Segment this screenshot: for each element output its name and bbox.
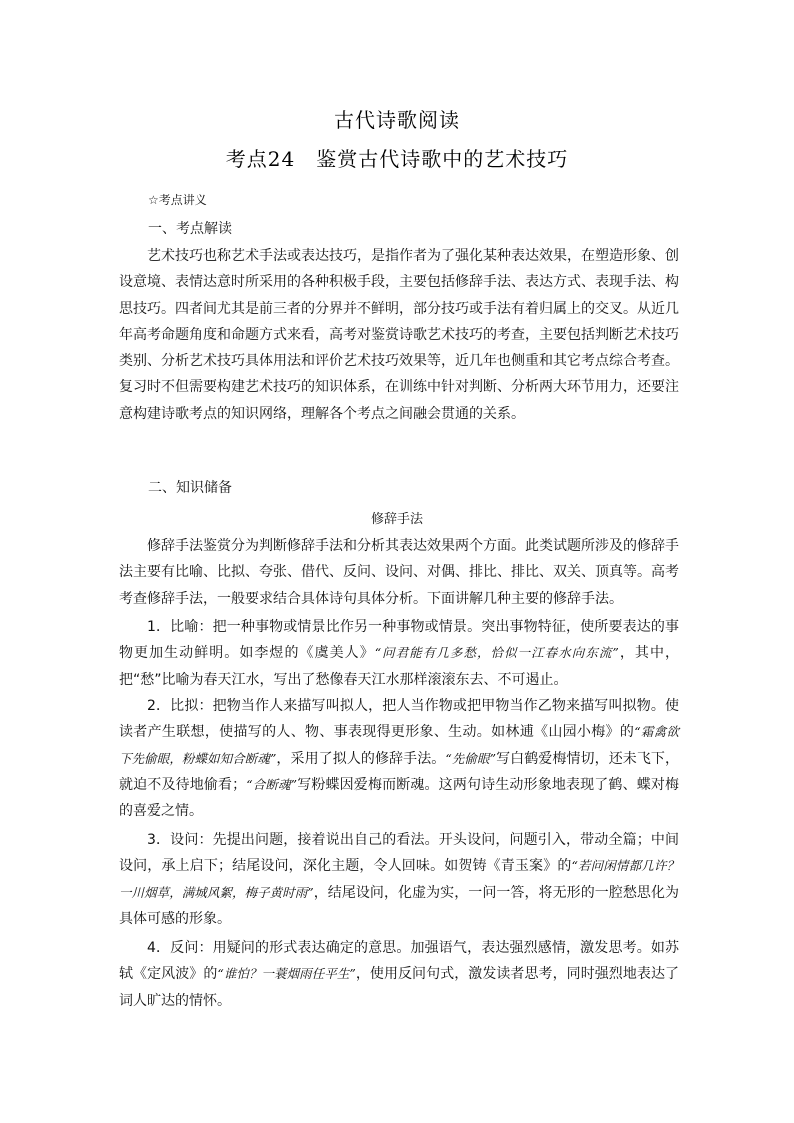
heading-kaodian-jiedu: 一、考点解读 bbox=[148, 221, 232, 237]
document-subtitle: 考点24 鉴赏古代诗歌中的艺术技巧 bbox=[225, 147, 569, 171]
personification-text-a: 2．比拟：把物当作人来描写叫拟人，把人当作物或把甲物当作乙物来描写叫拟物。使读者产生联想，使描写的人、物、事表现得更形象、生动。如林逋《山园小梅》的 bbox=[119, 698, 679, 741]
heading-zhishi-chubei: 二、知识储备 bbox=[148, 480, 232, 496]
personification-quote-2: “先偷眼” bbox=[445, 750, 496, 766]
personification-quote-3: “合断魂” bbox=[246, 776, 298, 792]
fanwen-quote: “谁怕？一蓑烟雨任平生” bbox=[217, 966, 356, 982]
fanwen-text-b: ，使用反问句式，激发读者思考，同时强烈地表达了词人旷达的情怀。 bbox=[119, 966, 680, 1009]
personification-text-c: 写白鹤爱梅情切，还未飞下，就迫不及待地偷看； bbox=[119, 750, 680, 793]
metaphor-text-a: 1．比喻：把一种事物或情景比作另一种事物或情景。突出事物特征，使所要表达的事物更加生动鲜明。如李煜的《虞美人》 bbox=[119, 619, 679, 662]
section-tag: ☆考点讲义 bbox=[148, 193, 207, 207]
paragraph-rhetoric-overview: 修辞手法鉴赏分为判断修辞手法和分析其表达效果两个方面。此类试题所涉及的修辞手法主要有比喻、比拟、夸张、借代、反问、设问、对偶、排比、排比、双关、顶真等。高考考查修辞手法，一般要求结合具体诗句具体分析。下面讲解几种主要的修辞手法。 bbox=[119, 538, 679, 607]
paragraph-intro: 艺术技巧也称艺术手法或表达技巧，是指作者为了强化某种表达效果，在塑造形象、创设意境、表情达意时所采用的各种积极手段，主要包括修辞手法、表达方式、表现手法、构思技巧。四者间尤其是前三者的分界并不鲜明，部分技巧或手法有着归属上的交叉。从近几年高考命题角度和命题方式来看，高考对鉴赏诗歌艺术技巧的考查，主要包括判断艺术技巧类别、分析艺术技巧具体用法和评价艺术技巧效果等，近几年也侧重和其它考点综合考查。复习时不但需要构建艺术技巧的知识体系，在训练中针对判断、分析两大环节用力，还要注意构建诗歌考点的知识网络，理解各个考点之间融会贯通的关系。 bbox=[119, 248, 679, 422]
metaphor-text-b: ，其中，把“愁”比喻为春天江水，写出了愁像春天江水那样滚滚东去、不可遏止。 bbox=[119, 645, 680, 688]
shewen-text-b: ，结尾设问，化虚为实，一问一答，将无形的一腔愁思化为具体可感的形象。 bbox=[119, 884, 679, 927]
personification-text-d: 写粉蝶因爱梅而断魂。这两句诗生动形象地表现了鹤、蝶对梅的喜爱之情。 bbox=[119, 776, 680, 820]
shewen-text-a: 3．设问：先提出问题，接着说出自己的看法。开头设问，问题引入，带动全篇；中间设问，承上启下；结尾设问，深化主题，令人回味。如贺铸《青玉案》的 bbox=[119, 832, 679, 875]
document-title: 古代诗歌阅读 bbox=[334, 108, 460, 132]
metaphor-quote: “问君能有几多愁，恰似一江春水向东流” bbox=[374, 645, 619, 661]
personification-quote-1: “霜禽欲下先偷眼，粉蝶如知合断魂” bbox=[119, 724, 680, 766]
paragraph-metaphor bbox=[119, 614, 679, 693]
paragraph-personification bbox=[119, 693, 679, 824]
shewen-quote: “若问闲情都几许？一川烟草，满城风絮，梅子黄时雨” bbox=[119, 858, 679, 900]
paragraph-rhetorical-question-fanwen bbox=[119, 935, 679, 1014]
subheading-xiuci-shoufa: 修辞手法 bbox=[370, 512, 423, 527]
paragraph-rhetorical-question-sheweng bbox=[119, 827, 679, 932]
personification-text-b: ，采用了拟人的修辞手法。 bbox=[276, 750, 446, 767]
fanwen-text-a: 4．反问：用疑问的形式表达确定的意思。加强语气，表达强烈感情，激发思考。如苏轼《定风波》的 bbox=[119, 940, 679, 983]
